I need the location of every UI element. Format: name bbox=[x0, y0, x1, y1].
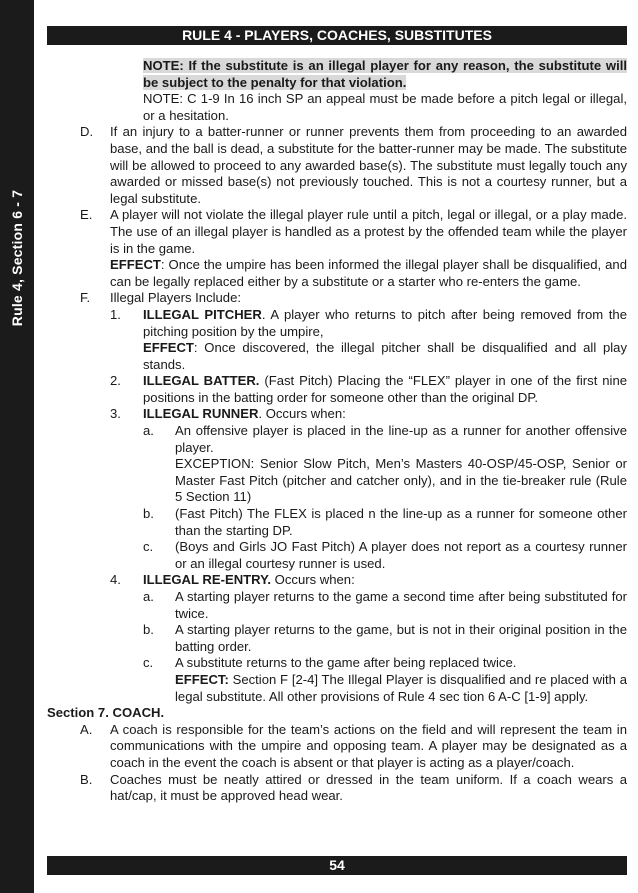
item-label: 4. bbox=[110, 572, 121, 588]
item-text: . Occurs when: bbox=[258, 406, 346, 422]
item-label: 2. bbox=[110, 373, 121, 389]
item-F3c bbox=[47, 539, 627, 572]
side-tab bbox=[0, 0, 34, 893]
item-title: ILLEGAL RUNNER bbox=[143, 406, 259, 422]
item-text: . A player who returns to pitch after being removed from the pitching position by the umpire, bbox=[143, 306, 627, 339]
effect-label: EFFECT bbox=[110, 257, 161, 273]
item-label: D. bbox=[80, 124, 94, 140]
effect-text: : Once the umpire has been informed the illegal player shall be disqualified, and can be legally replaced either by a substitute or a starter who re-enters the game. bbox=[110, 257, 627, 289]
effect-label: EFFECT: bbox=[175, 671, 229, 687]
item-label: 3. bbox=[110, 406, 121, 422]
item-D bbox=[47, 124, 627, 207]
item-F3a bbox=[47, 423, 627, 506]
item-text: (Fast Pitch) Placing the “FLEX” player in one of the first nine positions in the batting order for someone other than the original DP. bbox=[143, 373, 628, 405]
item-text: An offensive player is placed in the line-up as a runner for another offensive player. bbox=[175, 423, 627, 455]
item-label: c. bbox=[143, 539, 154, 555]
note-block bbox=[47, 58, 627, 124]
effect-text: : Once discovered, the illegal pitcher shall be disqualified and all play stands. bbox=[143, 340, 627, 372]
item-F1 bbox=[47, 307, 627, 373]
item-text: A coach is responsible for the team’s actions on the field and will represent the team in communications with the umpire and opposing team. A player may be designated as a coach in the event the coach is absent or that player is acting as a player/coach. bbox=[110, 721, 627, 770]
exception-text: EXCEPTION: Senior Slow Pitch, Men’s Masters 40-OSP/45-OSP, Senior or Master Fast Pitch (pitcher and catcher only), and in the tie-breaker rule (Rule 5 Section 11) bbox=[175, 456, 627, 505]
section-7-item-B bbox=[47, 772, 627, 805]
section-7-heading: Section 7. COACH. bbox=[47, 705, 165, 721]
item-F4c bbox=[47, 655, 627, 705]
item-label: b. bbox=[143, 622, 154, 638]
item-label: B. bbox=[80, 771, 93, 787]
item-F3b bbox=[47, 506, 627, 539]
note-bold: NOTE: If the substitute is an illegal player for any reason, the substitute will be subject to the penalty for that violation. bbox=[143, 58, 627, 90]
effect-text: Section F [2-4] The Illegal Player is disqualified and re placed with a legal substitute. All other provisions of Rule 4 sec tion 6 A-C [1-9] apply. bbox=[175, 671, 627, 704]
item-F3 bbox=[47, 406, 627, 423]
item-text: Illegal Players Include: bbox=[110, 290, 242, 306]
item-label: F. bbox=[80, 290, 91, 306]
item-text: (Boys and Girls JO Fast Pitch) A player does not report as a courtesy runner or an illegal courtesy runner is used. bbox=[175, 539, 627, 571]
side-label: Rule 4, Section 6 - 7 bbox=[9, 189, 25, 327]
item-label: 1. bbox=[110, 306, 121, 322]
item-label: a. bbox=[143, 423, 154, 439]
item-label: E. bbox=[80, 207, 93, 223]
item-label: a. bbox=[143, 589, 154, 604]
item-F4b bbox=[47, 622, 627, 655]
item-text: Occurs when: bbox=[271, 572, 355, 588]
page-number: 54 bbox=[47, 856, 627, 875]
effect-label: EFFECT bbox=[143, 340, 194, 356]
note-16-inch: NOTE: C 1-9 In 16 inch SP an appeal must be made before a pitch legal or illegal, or a hesitation. bbox=[143, 91, 627, 123]
item-text: If an injury to a batter-runner or runner prevents them from proceeding to an awarded base, and the ball is dead, a substitute for the batter-runner may be made. The substitute will be allowed to proceed to any awarded base(s). The substitute must legally touch any awarded or missed base(s) not previously touched. This is not a courtesy runner, but a legal substitute. bbox=[110, 124, 627, 206]
item-text: A starting player returns to the game a second time after being substituted for twice. bbox=[175, 589, 627, 621]
item-text: A starting player returns to the game, but is not in their original position in the batting order. bbox=[175, 622, 627, 654]
item-title: ILLEGAL RE-ENTRY. bbox=[143, 572, 272, 588]
item-label: c. bbox=[143, 655, 154, 671]
item-text: A substitute returns to the game after being replaced twice. bbox=[175, 655, 517, 671]
item-text: Coaches must be neatly attired or dressed in the team uniform. If a coach wears a hat/cap, it must be approved head wear. bbox=[110, 771, 627, 804]
item-text: A player will not violate the illegal player rule until a pitch, legal or illegal, or a play made. The use of an illegal player is handled as a protest by the offended team while the player is in the game. bbox=[110, 207, 627, 256]
item-label: A. bbox=[80, 721, 93, 737]
item-F4a bbox=[47, 589, 627, 622]
item-title: ILLEGAL BATTER. bbox=[143, 373, 260, 389]
section-7-item-A bbox=[47, 722, 627, 772]
item-title: ILLEGAL PITCHER bbox=[143, 306, 262, 322]
item-F bbox=[47, 290, 627, 307]
page-content bbox=[47, 58, 627, 805]
item-text: (Fast Pitch) The FLEX is placed n the line-up as a runner for someone other than the starting DP. bbox=[175, 506, 627, 538]
item-E bbox=[47, 207, 627, 290]
item-label: b. bbox=[143, 506, 154, 522]
page-header: RULE 4 - PLAYERS, COACHES, SUBSTITUTES bbox=[47, 26, 627, 45]
item-F2 bbox=[47, 373, 627, 406]
item-F4 bbox=[47, 572, 627, 589]
